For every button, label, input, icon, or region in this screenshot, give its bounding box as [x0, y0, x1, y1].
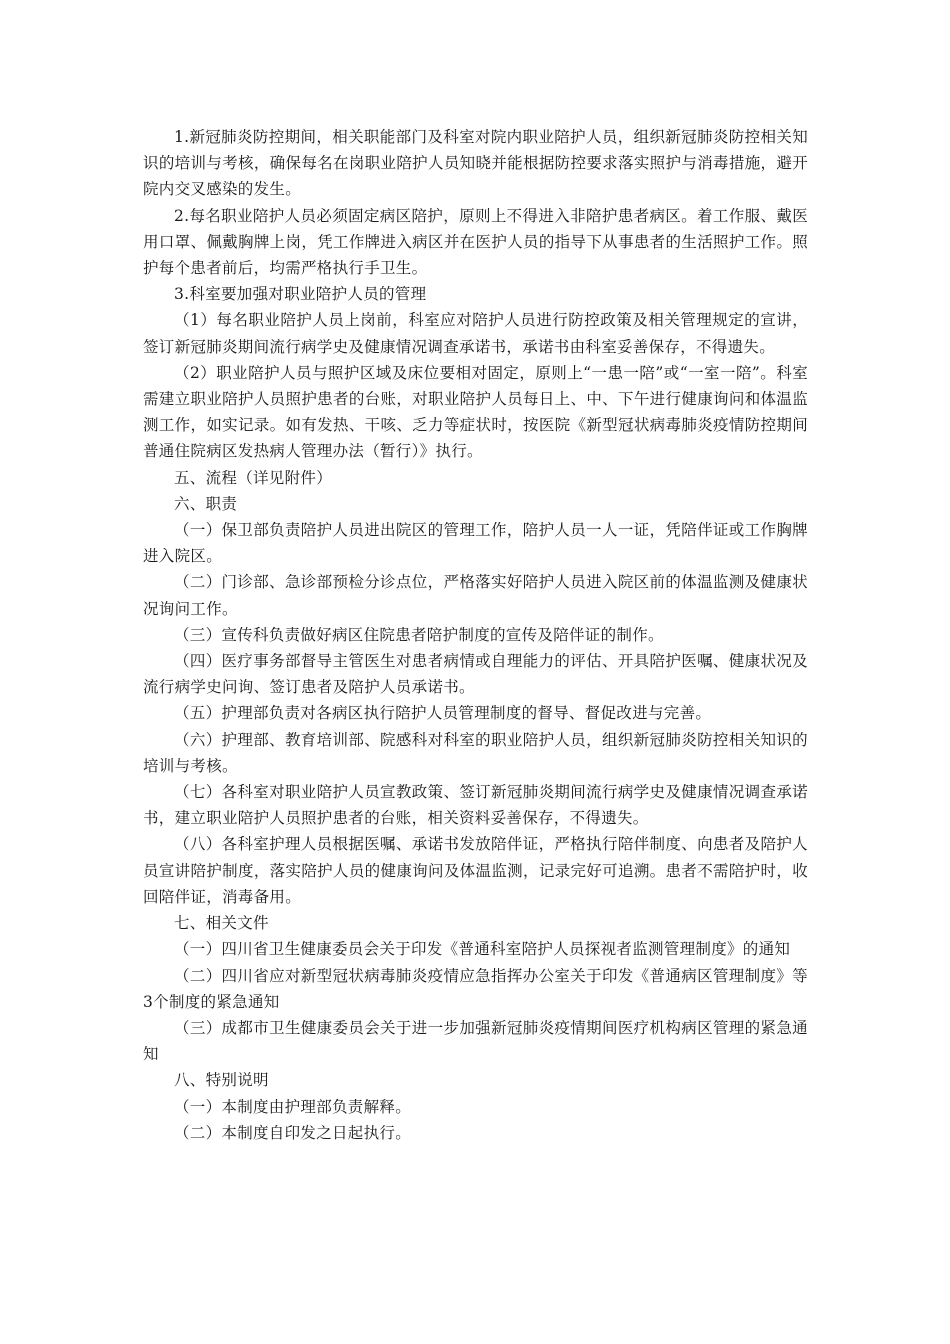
duty-item-4: （四）医疗事务部督导主管医生对患者病情或自理能力的评估、开具陪护医嘱、健康状况及流行病学史问询、签订患者及陪护人员承诺书。: [143, 652, 808, 697]
duty-item-8: （八）各科室护理人员根据医嘱、承诺书发放陪伴证，严格执行陪伴制度、向患者及陪护人员宣讲陪护制度，落实陪护人员的健康询问及体温监测，记录完好可追溯。患者不需陪护时，收回陪伴证，消毒备用。: [143, 835, 808, 906]
related-doc-3: （三）成都市卫生健康委员会关于进一步加强新冠肺炎疫情期间医疗机构病区管理的紧急通知: [143, 1018, 808, 1064]
duty-item-5: （五）护理部负责对各病区执行陪护人员管理制度的督导、督促改进与完善。: [174, 704, 712, 723]
duty-item-2: （二）门诊部、急诊部预检分诊点位，严格落实好陪护人员进入院区前的体温监测及健康状况询问工作。: [143, 573, 808, 618]
paragraph-1: 1.新冠肺炎防控期间，相关职能部门及科室对院内职业陪护人员，组织新冠肺炎防控相关知识的培训与考核，确保每名在岗职业陪护人员知晓并能根据防控要求落实照护与消毒措施，避开院内交叉感染的发生。: [143, 128, 808, 199]
related-doc-2: （二）四川省应对新型冠状病毒肺炎疫情应急指挥办公室关于印发《普通病区管理制度》等3个制度的紧急通知: [143, 966, 808, 1011]
document-body: [143, 124, 808, 1146]
paragraph-2: 2.每名职业陪护人员必须固定病区陪护，原则上不得进入非陪护患者病区。着工作服、戴医用口罩、佩戴胸牌上岗，凭工作牌进入病区并在医护人员的指导下从事患者的生活照护工作。照护每个患者前后，均需严格执行手卫生。: [143, 206, 808, 278]
section-heading-related-docs: 七、相关文件: [174, 914, 269, 933]
note-item-2: （二）本制度自印发之日起执行。: [174, 1123, 412, 1142]
paragraph-3-2: （2）职业陪护人员与照护区域及床位要相对固定，原则上“一患一陪”或“一室一陪”。科室需建立职业陪护人员照护患者的台账，对职业陪护人员每日上、中、下午进行健康询问和体温监测工作，如实记录。如有发热、干咳、乏力等症状时，按医院《新型冠状病毒肺炎疫情防控期间普通住院病区发热病人管理办法（暂行）》执行。: [143, 363, 808, 461]
paragraph-3-1: （1）每名职业陪护人员上岗前，科室应对陪护人员进行防控政策及相关管理规定的宣讲，签订新冠肺炎期间流行病学史及健康情况调查承诺书，承诺书由科室妥善保存，不得遗失。: [143, 311, 808, 356]
duty-item-1: （一）保卫部负责陪护人员进出院区的管理工作，陪护人员一人一证，凭陪伴证或工作胸牌进入院区。: [143, 521, 808, 566]
section-heading-process: 五、流程（详见附件）: [174, 468, 333, 487]
related-doc-1: （一）四川省卫生健康委员会关于印发《普通科室陪护人员探视者监测管理制度》的通知: [174, 940, 791, 959]
duty-item-3: （三）宣传科负责做好病区住院患者陪护制度的宣传及陪伴证的制作。: [174, 625, 664, 644]
duty-item-7: （七）各科室对职业陪护人员宣教政策、签订新冠肺炎期间流行病学史及健康情况调查承诺书，建立职业陪护人员照护患者的台账，相关资料妥善保存，不得遗失。: [143, 783, 808, 828]
section-heading-duties: 六、职责: [174, 494, 238, 513]
paragraph-3: 3.科室要加强对职业陪护人员的管理: [174, 285, 427, 304]
note-item-1: （一）本制度由护理部负责解释。: [174, 1097, 412, 1116]
duty-item-6: （六）护理部、教育培训部、院感科对科室的职业陪护人员，组织新冠肺炎防控相关知识的培训与考核。: [143, 730, 808, 775]
section-heading-notes: 八、特别说明: [174, 1071, 269, 1090]
